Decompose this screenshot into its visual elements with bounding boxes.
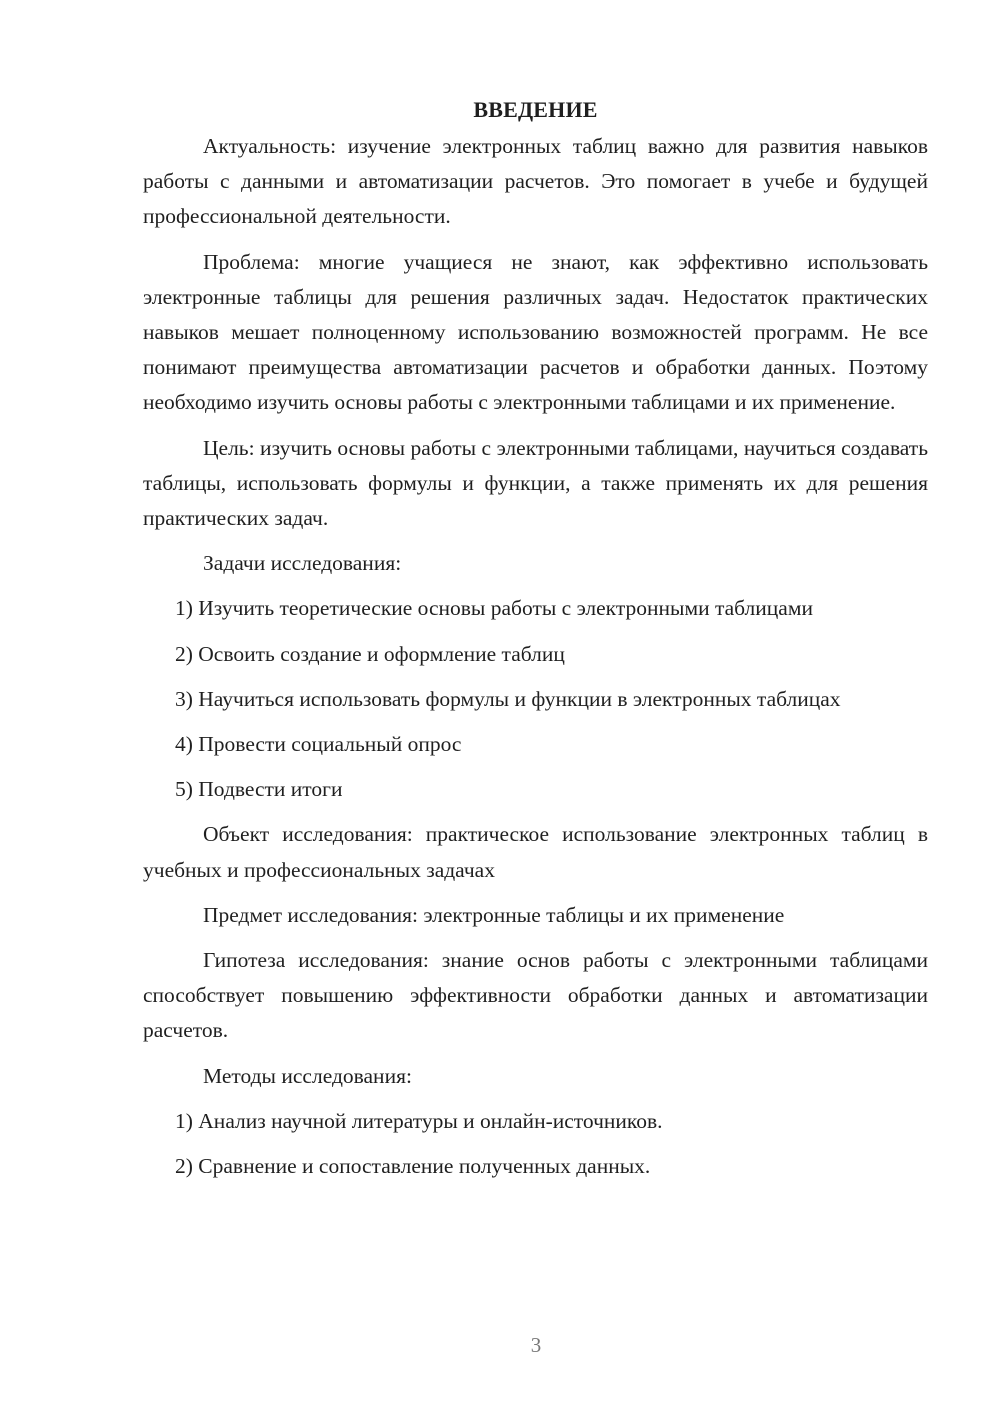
list-item: 1) Анализ научной литературы и онлайн-источников. (175, 1108, 663, 1133)
methods-heading: Методы исследования: (203, 1063, 412, 1088)
list-item: 1) Изучить теоретические основы работы с электронными таблицами (175, 596, 813, 621)
page-number: 3 (530, 1333, 542, 1357)
subject-paragraph: Предмет исследования: электронные таблицы и их применение (203, 902, 785, 927)
object-paragraph: Объект исследования: практическое использование электронных таблиц в учебных и профессиональных задачах (143, 822, 928, 882)
page-title: ВВЕДЕНИЕ (473, 97, 598, 122)
list-item: 3) Научиться использовать формулы и функции в электронных таблицах (175, 686, 841, 711)
list-item: 5) Подвести итоги (175, 777, 343, 802)
problem-paragraph: Проблема: многие учащиеся не знают, как эффективно использовать электронные таблицы для решения различных задач. Недостаток практических навыков мешает полноценному использованию возможностей программ. Не все понимают преимущества автоматизации расчетов и обработки данных. Поэтому необходимо изучить основы работы с электронными таблицами и их применение. (143, 249, 928, 415)
list-item: 2) Освоить создание и оформление таблиц (175, 641, 565, 666)
hypothesis-paragraph: Гипотеза исследования: знание основ работы с электронными таблицами способствует повышению эффективности обработки данных и автоматизации расчетов. (143, 948, 928, 1043)
list-item: 2) Сравнение и сопоставление полученных данных. (175, 1154, 651, 1179)
relevance-paragraph: Актуальность: изучение электронных таблиц важно для развития навыков работы с данными и автоматизации расчетов. Это помогает в учебе и будущей профессиональной деятельности. (143, 134, 928, 229)
methods-list (143, 1104, 928, 1184)
list-item: 4) Провести социальный опрос (175, 732, 462, 757)
tasks-list (143, 591, 928, 807)
document-page (143, 92, 928, 1194)
tasks-heading: Задачи исследования: (203, 551, 402, 576)
goal-paragraph: Цель: изучить основы работы с электронными таблицами, научиться создавать таблицы, использовать формулы и функции, а также применять их для решения практических задач. (143, 435, 928, 531)
